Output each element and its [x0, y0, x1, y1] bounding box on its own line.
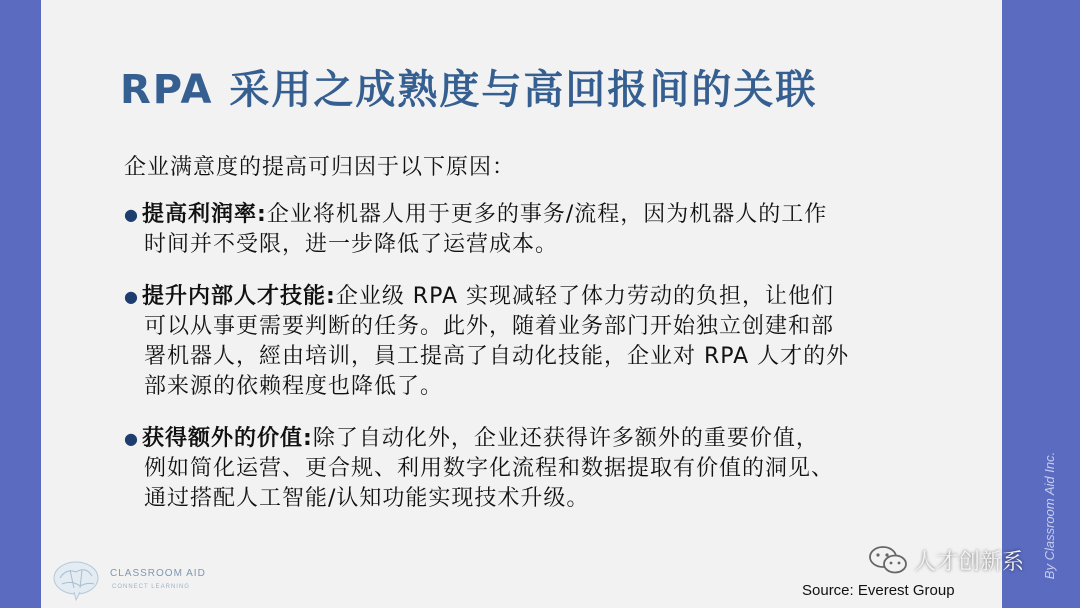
bullet-line: [124, 282, 964, 312]
bullet-line: [124, 424, 964, 454]
wechat-watermark: [868, 542, 1024, 578]
bullet-line: 可以从事更需要判断的任务。此外，随着业务部门开始独立创建和部: [144, 314, 835, 339]
bullet-text: 企业将机器人用于更多的事务/流程，因为机器人的工作: [266, 202, 828, 227]
left-accent-bar: [0, 0, 41, 608]
source-citation: Source: Everest Group: [802, 582, 955, 599]
vertical-credit-text: By Classroom Aid Inc.: [1042, 451, 1058, 579]
bullet-line: 例如简化运营、更合规、利用数字化流程和数据提取有价值的洞见、: [144, 456, 835, 481]
bullet-text: 企业级 RPA 实现减轻了体力劳动的负担，让他们: [335, 284, 834, 309]
slide-title: RPA 采用之成熟度与高回报间的关联: [120, 67, 818, 113]
bullet-line: 通过搭配人工智能/认知功能实现技术升级。: [144, 486, 590, 511]
classroom-aid-logo: [52, 558, 206, 602]
bullet-dot-icon: ●: [124, 205, 139, 224]
wechat-icon: [868, 544, 908, 576]
logo-tagline: CONNECT LEARNING: [112, 584, 190, 590]
bullet-text: 除了自动化外，企业还获得许多额外的重要价值，: [312, 426, 819, 451]
vertical-credit: [1040, 430, 1060, 600]
bullet-heading: 提升内部人才技能:: [142, 284, 336, 309]
bullet-line: 时间并不受限，进一步降低了运营成本。: [144, 232, 559, 257]
bullet-item-skills: [124, 282, 964, 402]
bullet-line: [124, 200, 964, 230]
intro-text: 企业满意度的提高可归因于以下原因：: [124, 155, 516, 180]
bullet-line: 部来源的依赖程度也降低了。: [144, 374, 444, 399]
bullet-heading: 提高利润率:: [142, 202, 267, 227]
brain-icon: [52, 558, 100, 602]
bullet-dot-icon: ●: [124, 287, 139, 306]
logo-name: CLASSROOM AID: [110, 568, 206, 579]
bullet-dot-icon: ●: [124, 429, 139, 448]
bullet-item-value: [124, 424, 964, 514]
bullet-line: 署机器人，經由培训，員工提高了自动化技能，企业对 RPA 人才的外: [144, 344, 850, 369]
wechat-account-name: 人才创新系: [914, 549, 1025, 575]
bullet-item-profit: [124, 200, 964, 260]
bullet-heading: 获得额外的价值:: [142, 426, 313, 451]
